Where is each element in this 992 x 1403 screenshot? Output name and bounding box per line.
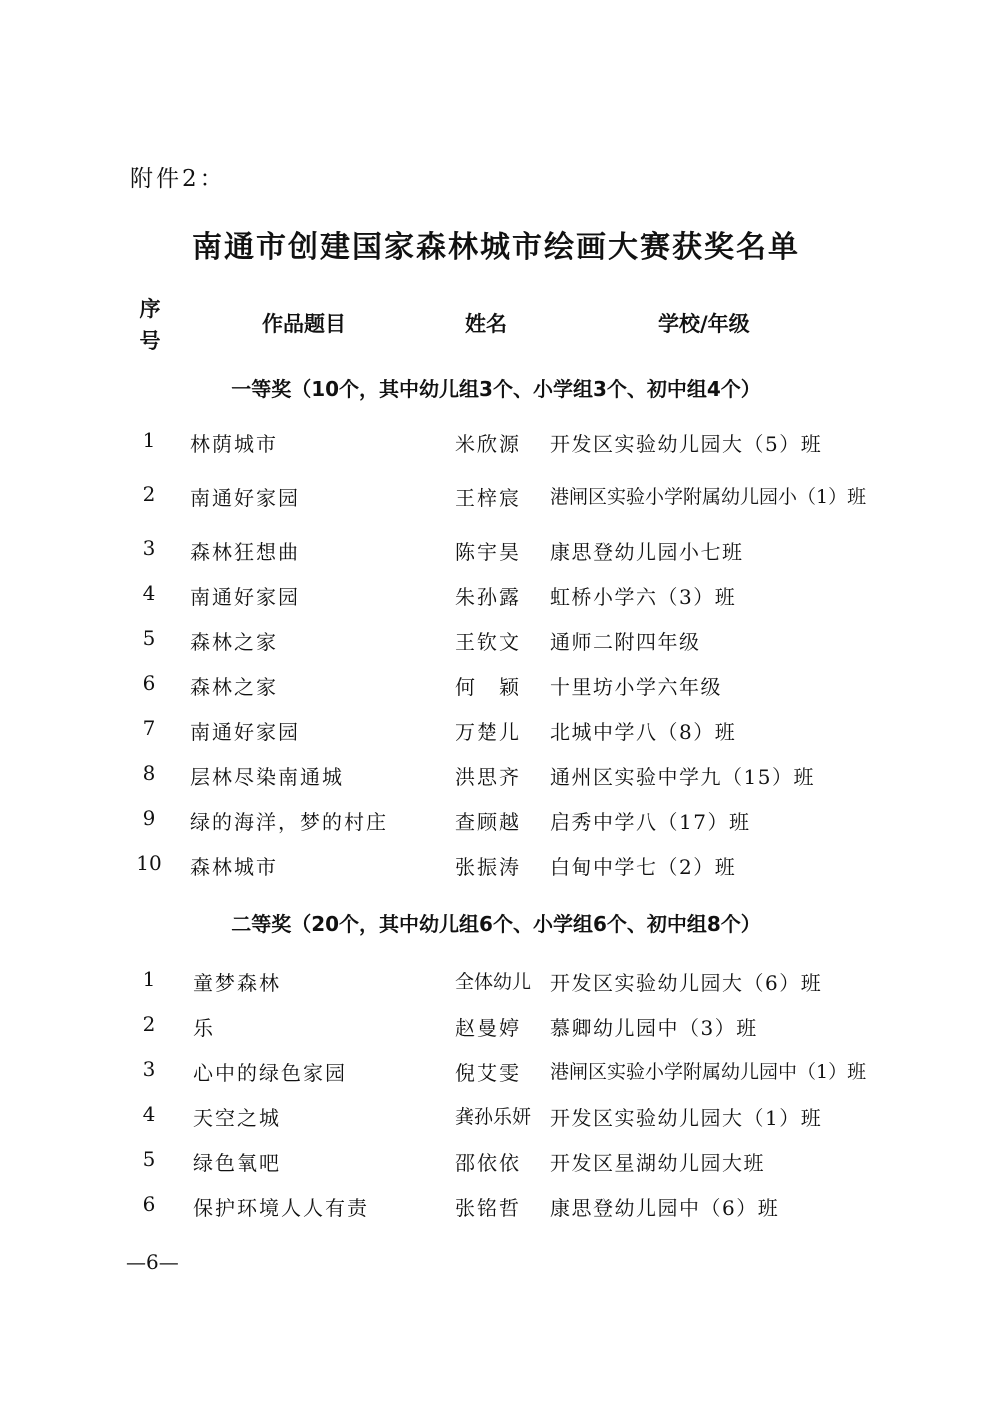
row-work-title: 森林城市 <box>190 855 278 879</box>
row-work-title: 天空之城 <box>193 1106 281 1130</box>
table-row <box>0 1057 992 1087</box>
header-name: 姓名 <box>465 312 507 336</box>
attachment-label: 附件2： <box>130 166 226 192</box>
row-name: 米欣源 <box>455 432 521 456</box>
row-number: 10 <box>136 851 162 875</box>
row-name: 王钦文 <box>455 630 521 654</box>
row-work-title: 童梦森林 <box>193 971 281 995</box>
row-school: 开发区实验幼儿园大（5）班 <box>550 432 823 456</box>
table-row <box>0 806 992 836</box>
row-number: 1 <box>142 967 156 991</box>
row-name: 何 颖 <box>455 675 521 699</box>
row-number: 4 <box>142 1102 156 1126</box>
row-work-title: 保护环境人人有责 <box>193 1196 369 1220</box>
row-school: 十里坊小学六年级 <box>550 675 722 699</box>
row-work-title: 绿色氧吧 <box>193 1151 281 1175</box>
table-row <box>0 1012 992 1042</box>
row-work-title: 绿的海洋，梦的村庄 <box>190 810 388 834</box>
row-school: 康思登幼儿园小七班 <box>550 540 744 564</box>
row-number: 6 <box>142 671 156 695</box>
row-school: 通州区实验中学九（15）班 <box>550 765 815 789</box>
section-heading-first-prize: 一等奖（10个，其中幼儿组3个、小学组3个、初中组4个） <box>231 377 761 401</box>
row-school: 开发区实验幼儿园大（1）班 <box>550 1106 823 1130</box>
row-name: 万楚儿 <box>455 720 521 744</box>
row-work-title: 森林狂想曲 <box>190 540 300 564</box>
page-number: —6— <box>126 1250 179 1274</box>
row-work-title: 南通好家园 <box>190 720 300 744</box>
table-row <box>0 581 992 611</box>
section-heading-second-prize: 二等奖（20个，其中幼儿组6个、小学组6个、初中组8个） <box>231 912 761 936</box>
table-row <box>0 967 992 997</box>
row-school: 虹桥小学六（3）班 <box>550 585 737 609</box>
row-name: 龚孙乐妍 <box>455 1106 532 1128</box>
row-number: 4 <box>142 581 156 605</box>
row-number: 3 <box>142 1057 156 1081</box>
table-row <box>0 626 992 656</box>
row-school: 开发区星湖幼儿园大班 <box>550 1151 765 1175</box>
page-title: 南通市创建国家森林城市绘画大赛获奖名单 <box>192 230 800 265</box>
row-number: 3 <box>142 536 156 560</box>
row-number: 7 <box>142 716 156 740</box>
row-school: 开发区实验幼儿园大（6）班 <box>550 971 823 995</box>
row-name: 邵依依 <box>455 1151 521 1175</box>
row-work-title: 层林尽染南通城 <box>190 765 344 789</box>
row-name: 王梓宸 <box>455 486 521 510</box>
table-row <box>0 1192 992 1222</box>
row-work-title: 乐 <box>193 1016 215 1040</box>
row-number: 2 <box>142 482 156 506</box>
row-school: 通师二附四年级 <box>550 630 701 654</box>
row-school: 白甸中学七（2）班 <box>550 855 737 879</box>
row-number: 2 <box>142 1012 156 1036</box>
row-school: 港闸区实验小学附属幼儿园中（1）班 <box>550 1061 867 1083</box>
row-work-title: 南通好家园 <box>190 585 300 609</box>
row-name: 全体幼儿 <box>455 971 532 993</box>
row-number: 6 <box>142 1192 156 1216</box>
row-number: 8 <box>142 761 156 785</box>
row-number: 9 <box>142 806 156 830</box>
row-number: 1 <box>142 428 156 452</box>
table-row <box>0 1102 992 1132</box>
row-number: 5 <box>142 626 156 650</box>
row-work-title: 心中的绿色家园 <box>193 1061 347 1085</box>
row-name: 洪思齐 <box>455 765 521 789</box>
row-name: 赵曼婷 <box>455 1016 521 1040</box>
row-work-title: 森林之家 <box>190 630 278 654</box>
table-row <box>0 428 992 458</box>
table-row <box>0 761 992 791</box>
row-school: 慕卿幼儿园中（3）班 <box>550 1016 758 1040</box>
row-school: 康思登幼儿园中（6）班 <box>550 1196 780 1220</box>
table-row <box>0 482 992 512</box>
row-work-title: 林荫城市 <box>190 432 278 456</box>
row-name: 查顾越 <box>455 810 521 834</box>
row-number: 5 <box>142 1147 156 1171</box>
table-row <box>0 536 992 566</box>
header-seq-line2: 号 <box>139 329 161 353</box>
table-row <box>0 716 992 746</box>
row-name: 倪艾雯 <box>455 1061 521 1085</box>
header-seq-line1: 序 <box>139 297 161 321</box>
table-row <box>0 851 992 881</box>
row-work-title: 南通好家园 <box>190 486 300 510</box>
row-name: 张铭哲 <box>455 1196 521 1220</box>
header-work-title: 作品题目 <box>262 312 346 336</box>
table-row <box>0 1147 992 1177</box>
header-school: 学校/年级 <box>658 312 750 336</box>
header-seq <box>138 293 162 357</box>
row-name: 陈宇昊 <box>455 540 521 564</box>
row-work-title: 森林之家 <box>190 675 278 699</box>
row-name: 张振涛 <box>455 855 521 879</box>
row-school: 启秀中学八（17）班 <box>550 810 751 834</box>
row-school: 港闸区实验小学附属幼儿园小（1）班 <box>550 486 867 508</box>
table-row <box>0 671 992 701</box>
row-name: 朱孙露 <box>455 585 521 609</box>
row-school: 北城中学八（8）班 <box>550 720 737 744</box>
